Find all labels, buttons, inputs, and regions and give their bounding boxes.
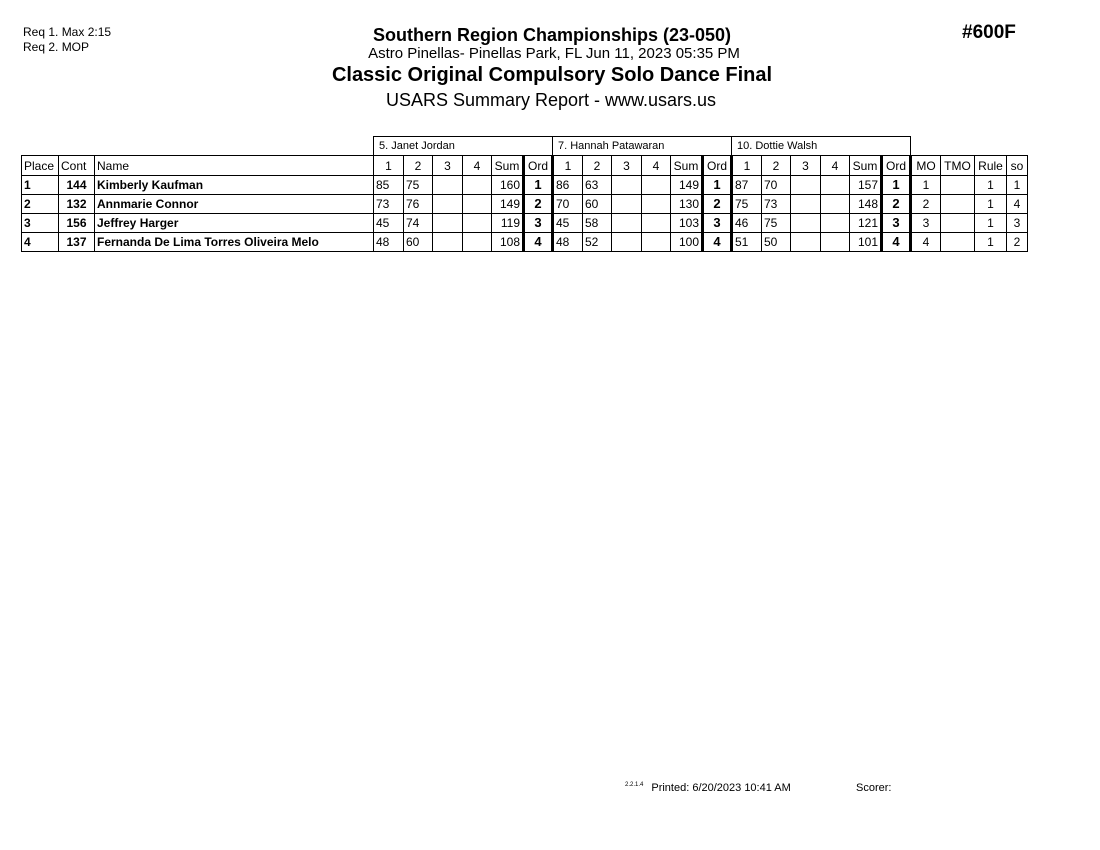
j3-sum: 101 <box>850 233 882 252</box>
j1-mark-1: 73 <box>374 195 404 214</box>
j3-mark-3 <box>791 195 821 214</box>
row-so: 3 <box>1007 214 1028 233</box>
j3-sum: 148 <box>850 195 882 214</box>
j2-mark-3 <box>612 176 642 195</box>
row-cont: 144 <box>59 176 95 195</box>
j1-ord: 1 <box>524 176 553 195</box>
j1-mark-1: 45 <box>374 214 404 233</box>
row-so: 2 <box>1007 233 1028 252</box>
row-mo: 2 <box>911 195 941 214</box>
event-title: Classic Original Compulsory Solo Dance Final <box>331 64 773 86</box>
col-j1-ord: Ord <box>524 156 553 176</box>
j3-mark-1: 75 <box>732 195 762 214</box>
row-place: 4 <box>22 233 59 252</box>
col-j1-mark-4: 4 <box>463 156 492 176</box>
j1-ord: 2 <box>524 195 553 214</box>
j1-mark-4 <box>463 195 492 214</box>
j2-ord: 1 <box>703 176 732 195</box>
row-rule: 1 <box>975 195 1007 214</box>
j1-mark-3 <box>433 176 463 195</box>
row-name: Fernanda De Lima Torres Oliveira Melo <box>95 233 374 252</box>
col-j3-ord: Ord <box>882 156 911 176</box>
col-j2-ord: Ord <box>703 156 732 176</box>
row-rule: 1 <box>975 176 1007 195</box>
row-so: 4 <box>1007 195 1028 214</box>
col-cont: Cont <box>59 156 95 176</box>
j2-mark-2: 63 <box>583 176 612 195</box>
j2-mark-3 <box>612 214 642 233</box>
j1-mark-2: 75 <box>404 176 433 195</box>
row-name: Jeffrey Harger <box>95 214 374 233</box>
row-name: Kimberly Kaufman <box>95 176 374 195</box>
col-j3-mark-2: 2 <box>762 156 791 176</box>
j2-mark-2: 52 <box>583 233 612 252</box>
requirement-1: Req 1. Max 2:15 <box>23 25 112 39</box>
j1-ord: 3 <box>524 214 553 233</box>
col-j2-sum: Sum <box>671 156 703 176</box>
col-tmo: TMO <box>941 156 975 176</box>
col-j1-sum: Sum <box>492 156 524 176</box>
col-j2-mark-2: 2 <box>583 156 612 176</box>
j1-mark-1: 48 <box>374 233 404 252</box>
col-j2-mark-3: 3 <box>612 156 642 176</box>
row-mo: 4 <box>911 233 941 252</box>
col-j3-mark-3: 3 <box>791 156 821 176</box>
j2-sum: 149 <box>671 176 703 195</box>
j1-mark-3 <box>433 214 463 233</box>
j2-sum: 130 <box>671 195 703 214</box>
table-row <box>22 176 1028 195</box>
table-row <box>22 195 1028 214</box>
row-rule: 1 <box>975 233 1007 252</box>
requirement-2: Req 2. MOP <box>23 40 90 54</box>
venue-line: Astro Pinellas- Pinellas Park, FL Jun 11, 2023 05:35 PM <box>368 45 740 62</box>
j2-mark-4 <box>642 214 671 233</box>
judge-3-name: 10. Dottie Walsh <box>732 137 911 156</box>
j1-ord: 4 <box>524 233 553 252</box>
j1-mark-2: 74 <box>404 214 433 233</box>
results-table <box>21 136 1028 252</box>
row-tmo <box>941 233 975 252</box>
col-so: so <box>1007 156 1028 176</box>
j1-sum: 149 <box>492 195 524 214</box>
j1-mark-2: 60 <box>404 233 433 252</box>
footer-code: 2.2.1.4 <box>625 782 644 788</box>
j3-mark-1: 87 <box>732 176 762 195</box>
j3-ord: 3 <box>882 214 911 233</box>
j1-mark-2: 76 <box>404 195 433 214</box>
j3-mark-4 <box>821 176 850 195</box>
j2-sum: 100 <box>671 233 703 252</box>
col-j3-mark-4: 4 <box>821 156 850 176</box>
j3-mark-1: 46 <box>732 214 762 233</box>
col-name: Name <box>95 156 374 176</box>
row-mo: 3 <box>911 214 941 233</box>
j2-mark-2: 60 <box>583 195 612 214</box>
row-cont: 132 <box>59 195 95 214</box>
j3-mark-1: 51 <box>732 233 762 252</box>
j1-mark-3 <box>433 195 463 214</box>
scorer-label: Scorer: <box>856 782 892 794</box>
col-j2-mark-4: 4 <box>642 156 671 176</box>
j3-mark-2: 73 <box>762 195 791 214</box>
j1-mark-3 <box>433 233 463 252</box>
row-cont: 137 <box>59 233 95 252</box>
j1-mark-1: 85 <box>374 176 404 195</box>
j2-mark-1: 70 <box>553 195 583 214</box>
report-title: USARS Summary Report - www.usars.us <box>385 90 717 110</box>
j2-mark-1: 86 <box>553 176 583 195</box>
j2-mark-3 <box>612 195 642 214</box>
table-row <box>22 214 1028 233</box>
col-j3-sum: Sum <box>850 156 882 176</box>
j2-ord: 2 <box>703 195 732 214</box>
column-header-row <box>22 156 1028 176</box>
col-j3-mark-1: 1 <box>732 156 762 176</box>
j2-sum: 103 <box>671 214 703 233</box>
j3-ord: 1 <box>882 176 911 195</box>
j1-mark-4 <box>463 214 492 233</box>
j3-ord: 4 <box>882 233 911 252</box>
j3-mark-2: 70 <box>762 176 791 195</box>
j3-ord: 2 <box>882 195 911 214</box>
judge-1-name: 5. Janet Jordan <box>374 137 553 156</box>
j2-mark-2: 58 <box>583 214 612 233</box>
j2-ord: 3 <box>703 214 732 233</box>
printed-timestamp: Printed: 6/20/2023 10:41 AM <box>651 782 791 794</box>
j1-sum: 160 <box>492 176 524 195</box>
j1-sum: 108 <box>492 233 524 252</box>
col-j1-mark-1: 1 <box>374 156 404 176</box>
col-place: Place <box>22 156 59 176</box>
row-rule: 1 <box>975 214 1007 233</box>
row-tmo <box>941 176 975 195</box>
j3-sum: 157 <box>850 176 882 195</box>
j3-mark-3 <box>791 176 821 195</box>
row-name: Annmarie Connor <box>95 195 374 214</box>
j2-mark-4 <box>642 195 671 214</box>
j2-mark-1: 45 <box>553 214 583 233</box>
row-so: 1 <box>1007 176 1028 195</box>
j3-mark-4 <box>821 195 850 214</box>
col-j2-mark-1: 1 <box>553 156 583 176</box>
col-j1-mark-2: 2 <box>404 156 433 176</box>
printed-footer <box>625 782 791 794</box>
j3-mark-3 <box>791 214 821 233</box>
j2-mark-1: 48 <box>553 233 583 252</box>
col-mo: MO <box>911 156 941 176</box>
j2-mark-4 <box>642 176 671 195</box>
event-number: #600F <box>962 22 1016 43</box>
row-mo: 1 <box>911 176 941 195</box>
row-tmo <box>941 195 975 214</box>
row-place: 2 <box>22 195 59 214</box>
championship-title: Southern Region Championships (23-050) <box>372 25 732 45</box>
j2-mark-3 <box>612 233 642 252</box>
row-place: 3 <box>22 214 59 233</box>
row-place: 1 <box>22 176 59 195</box>
j3-mark-2: 75 <box>762 214 791 233</box>
col-j1-mark-3: 3 <box>433 156 463 176</box>
judge-row <box>22 137 1028 156</box>
table-row <box>22 233 1028 252</box>
row-cont: 156 <box>59 214 95 233</box>
j1-mark-4 <box>463 176 492 195</box>
j3-mark-4 <box>821 214 850 233</box>
j2-mark-4 <box>642 233 671 252</box>
judge-2-name: 7. Hannah Patawaran <box>553 137 732 156</box>
j3-mark-2: 50 <box>762 233 791 252</box>
j3-sum: 121 <box>850 214 882 233</box>
col-rule: Rule <box>975 156 1007 176</box>
j3-mark-4 <box>821 233 850 252</box>
row-tmo <box>941 214 975 233</box>
j1-sum: 119 <box>492 214 524 233</box>
j1-mark-4 <box>463 233 492 252</box>
j2-ord: 4 <box>703 233 732 252</box>
j3-mark-3 <box>791 233 821 252</box>
